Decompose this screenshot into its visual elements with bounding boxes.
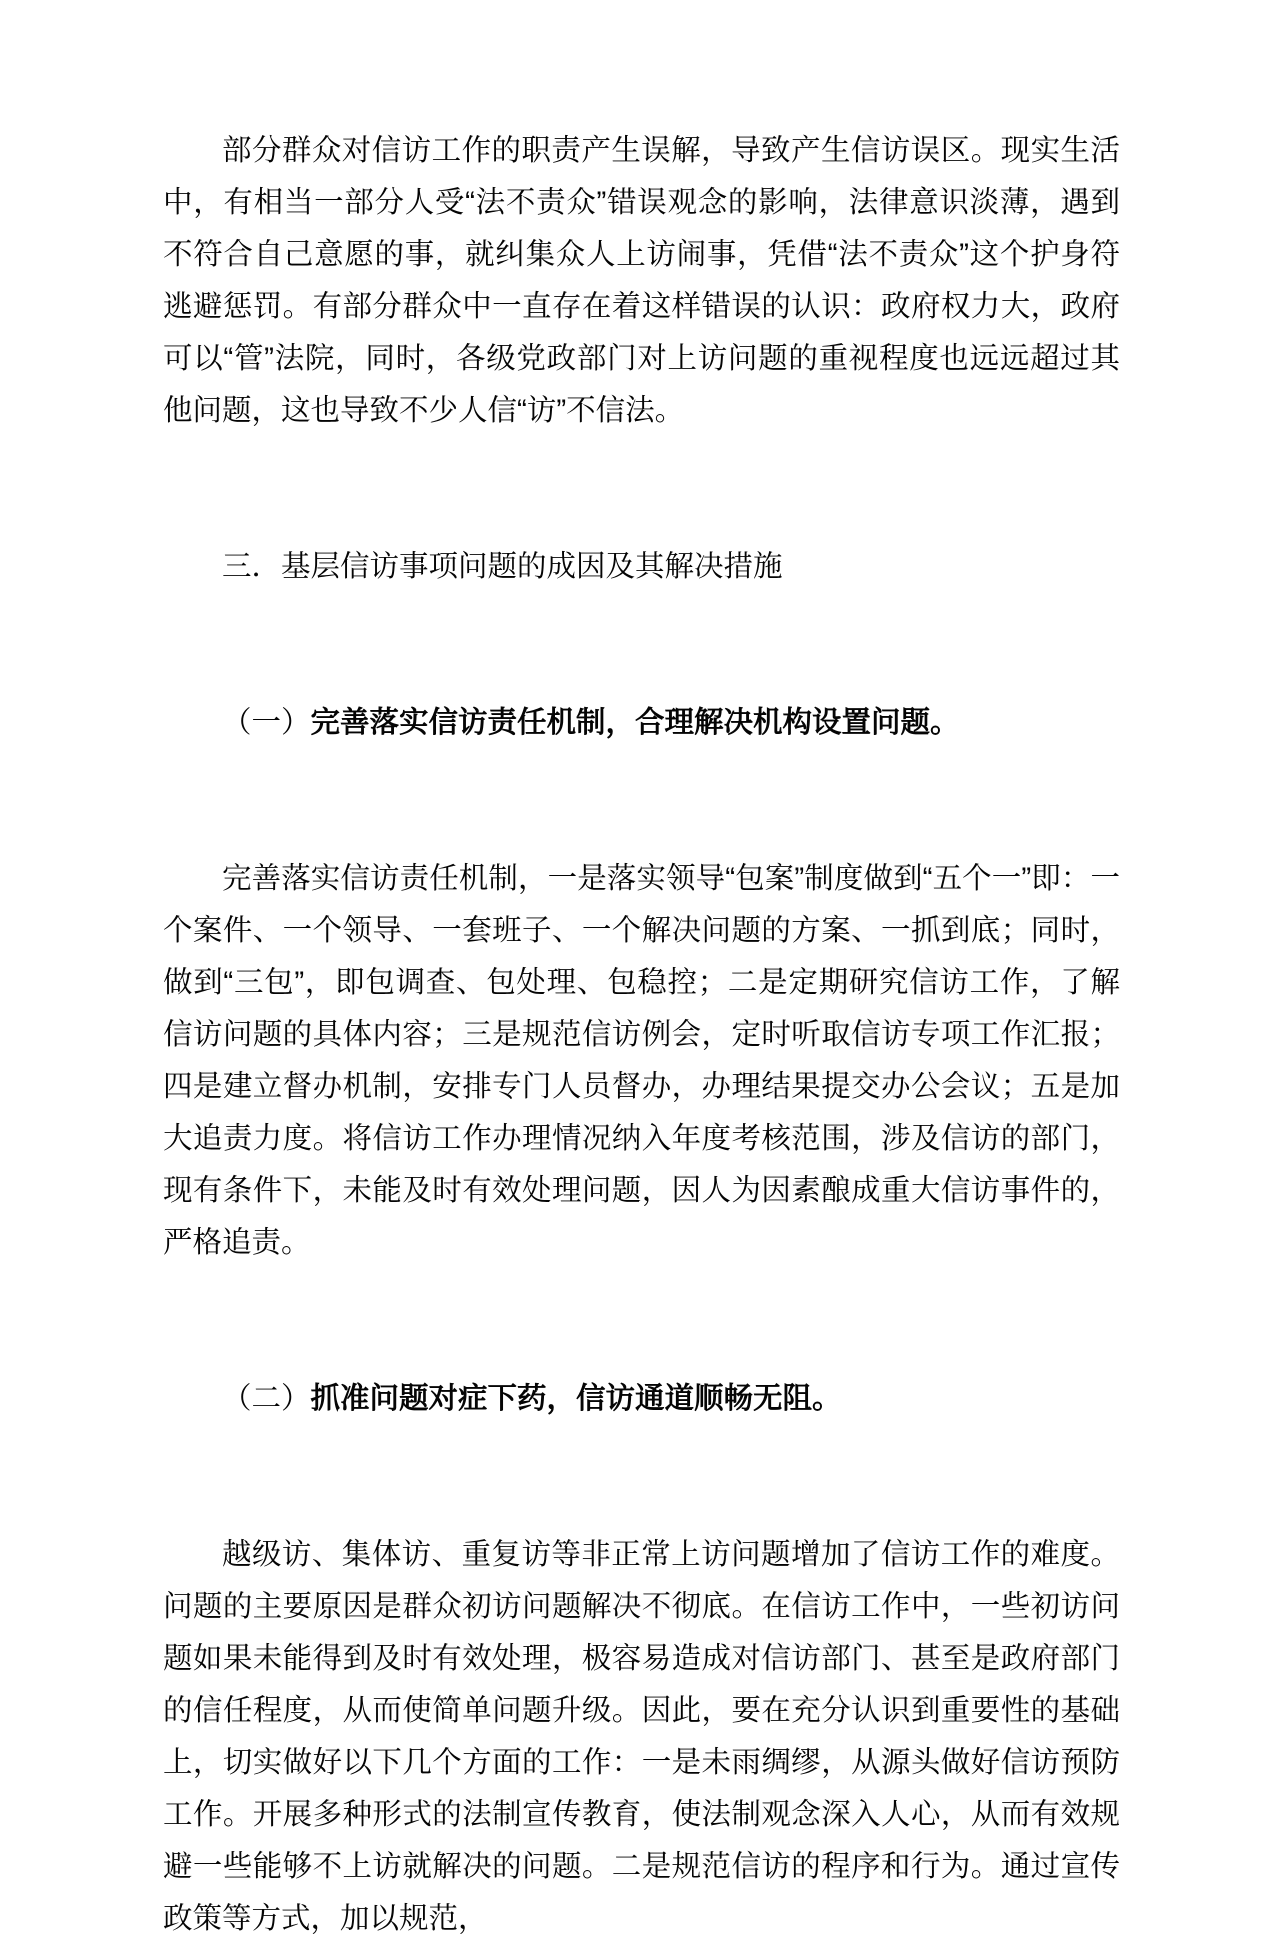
document-content (163, 125, 1120, 1945)
sub-heading-one (163, 697, 1120, 749)
spacer-after-paragraph-2 (163, 1269, 1120, 1373)
paragraph-misunderstanding-of-petition-duties: 部分群众对信访工作的职责产生误解，导致产生信访误区。现实生活中，有相当一部分人受“法不责众”错误观念的影响，法律意识淡薄，遇到不符合自己意愿的事，就纠集众人上访闹事，凭借“法不责众”这个护身符逃避惩罚。有部分群众中一直存在着这样错误的认识：政府权力大，政府可以“管”法院，同时，各级党政部门对上访问题的重视程度也远远超过其他问题，这也导致不少人信“访”不信法。 (163, 134, 1120, 427)
spacer-after-paragraph-1 (163, 437, 1120, 541)
section-heading-causes-and-measures: 三．基层信访事项问题的成因及其解决措施 (222, 550, 783, 583)
spacer-after-sub-heading-one (163, 749, 1120, 853)
paragraph-petition-channels: 越级访、集体访、重复访等非正常上访问题增加了信访工作的难度。问题的主要原因是群众初访问题解决不彻底。在信访工作中，一些初访问题如果未能得到及时有效处理，极容易造成对信访部门、甚至是政府部门的信任程度，从而使简单问题升级。因此，要在充分认识到重要性的基础上，切实做好以下几个方面的工作：一是未雨绸缪，从源头做好信访预防工作。开展多种形式的法制宣传教育，使法制观念深入人心，从而有效规避一些能够不上访就解决的问题。二是规范信访的程序和行为。通过宣传政策等方式，加以规范， (163, 1538, 1120, 1935)
spacer-after-section-heading (163, 593, 1120, 697)
sub-heading-two (163, 1373, 1120, 1425)
spacer-after-sub-heading-two (163, 1425, 1120, 1529)
sub-heading-one-marker: （一） (222, 706, 311, 739)
sub-heading-two-label: 抓准问题对症下药，信访通道顺畅无阻。 (310, 1382, 842, 1415)
paragraph-responsibility-mechanism: 完善落实信访责任机制，一是落实领导“包案”制度做到“五个一”即：一个案件、一个领导、一套班子、一个解决问题的方案、一抓到底；同时，做到“三包”，即包调查、包处理、包稳控；二是定期研究信访工作，了解信访问题的具体内容；三是规范信访例会，定时听取信访专项工作汇报；四是建立督办机制，安排专门人员督办，办理结果提交办公会议；五是加大追责力度。将信访工作办理情况纳入年度考核范围，涉及信访的部门，现有条件下，未能及时有效处理问题，因人为因素酿成重大信访事件的，严格追责。 (163, 862, 1120, 1259)
sub-heading-one-label: 完善落实信访责任机制，合理解决机构设置问题。 (310, 706, 960, 739)
sub-heading-two-marker: （二） (222, 1382, 311, 1415)
